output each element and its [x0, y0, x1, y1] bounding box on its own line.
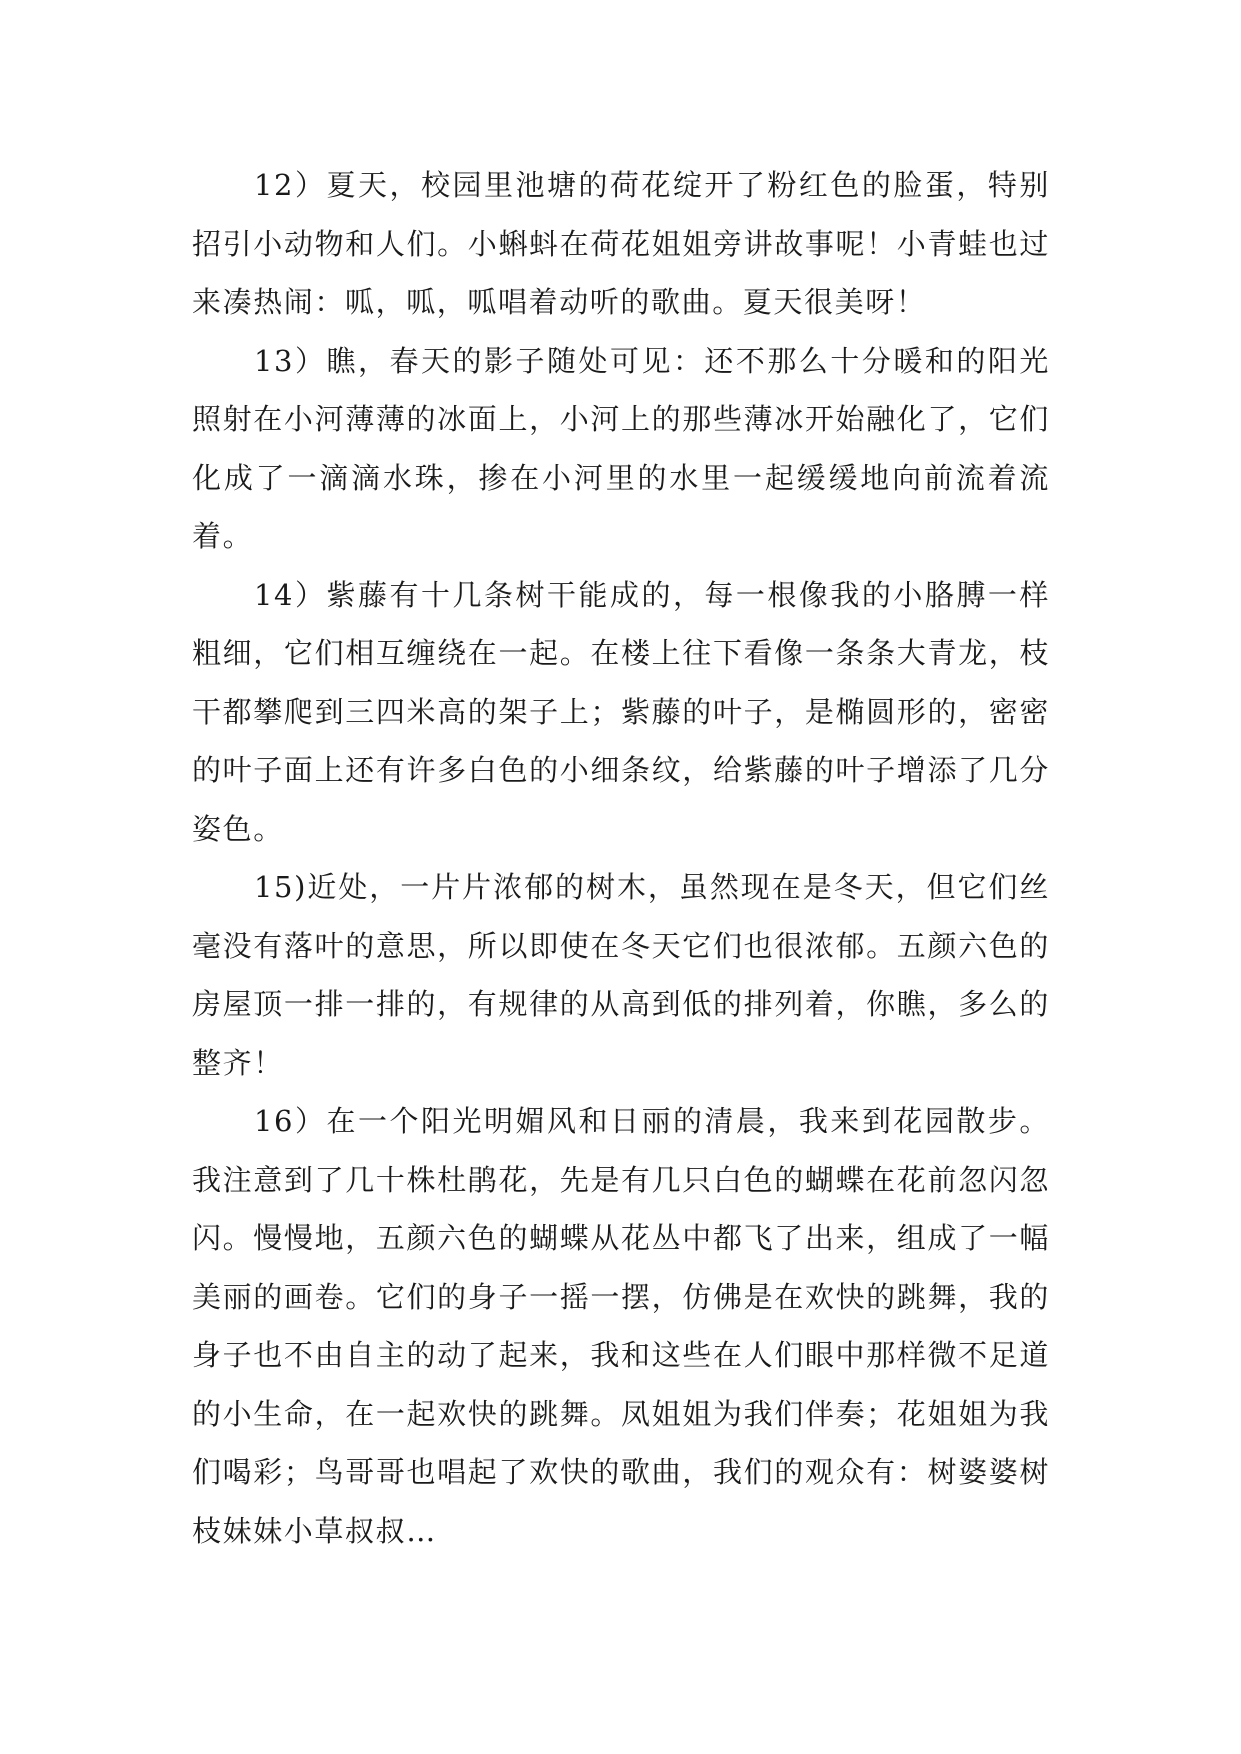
paragraph-13: 13）瞧，春天的影子随处可见：还不那么十分暖和的阳光照射在小河薄薄的冰面上，小河上的那些薄冰开始融化了，它们化成了一滴滴水珠，掺在小河里的水里一起缓缓地向前流着流着。 — [192, 343, 1050, 553]
paragraph-16: 16）在一个阳光明媚风和日丽的清晨，我来到花园散步。我注意到了几十株杜鹃花，先是有几只白色的蝴蝶在花前忽闪忽闪。慢慢地，五颜六色的蝴蝶从花丛中都飞了出来，组成了一幅美丽的画卷。它们的身子一摇一摆，仿佛是在欢快的跳舞，我的身子也不由自主的动了起来，我和这些在人们眼中那样微不足道的小生命，在一起欢快的跳舞。凤姐姐为我们伴奏；花姐姐为我们喝彩；鸟哥哥也唱起了欢快的歌曲，我们的观众有：树婆婆树枝妹妹小草叔叔… — [192, 1104, 1050, 1548]
paragraph-14: 14）紫藤有十几条树干能成的，每一根像我的小胳膊一样粗细，它们相互缠绕在一起。在楼上往下看像一条条大青龙，枝干都攀爬到三四米高的架子上；紫藤的叶子，是椭圆形的，密密的叶子面上还有许多白色的小细条纹，给紫藤的叶子增添了几分姿色。 — [192, 577, 1050, 846]
document-page — [192, 156, 1050, 1560]
paragraph-12: 12）夏天，校园里池塘的荷花绽开了粉红色的脸蛋，特别招引小动物和人们。小蝌蚪在荷花姐姐旁讲故事呢！小青蛙也过来凑热闹：呱，呱，呱唱着动听的歌曲。夏天很美呀！ — [192, 168, 1050, 319]
paragraph-15: 15)近处，一片片浓郁的树木，虽然现在是冬天，但它们丝毫没有落叶的意思，所以即使在冬天它们也很浓郁。五颜六色的房屋顶一排一排的，有规律的从高到低的排列着，你瞧，多么的整齐！ — [192, 870, 1050, 1080]
